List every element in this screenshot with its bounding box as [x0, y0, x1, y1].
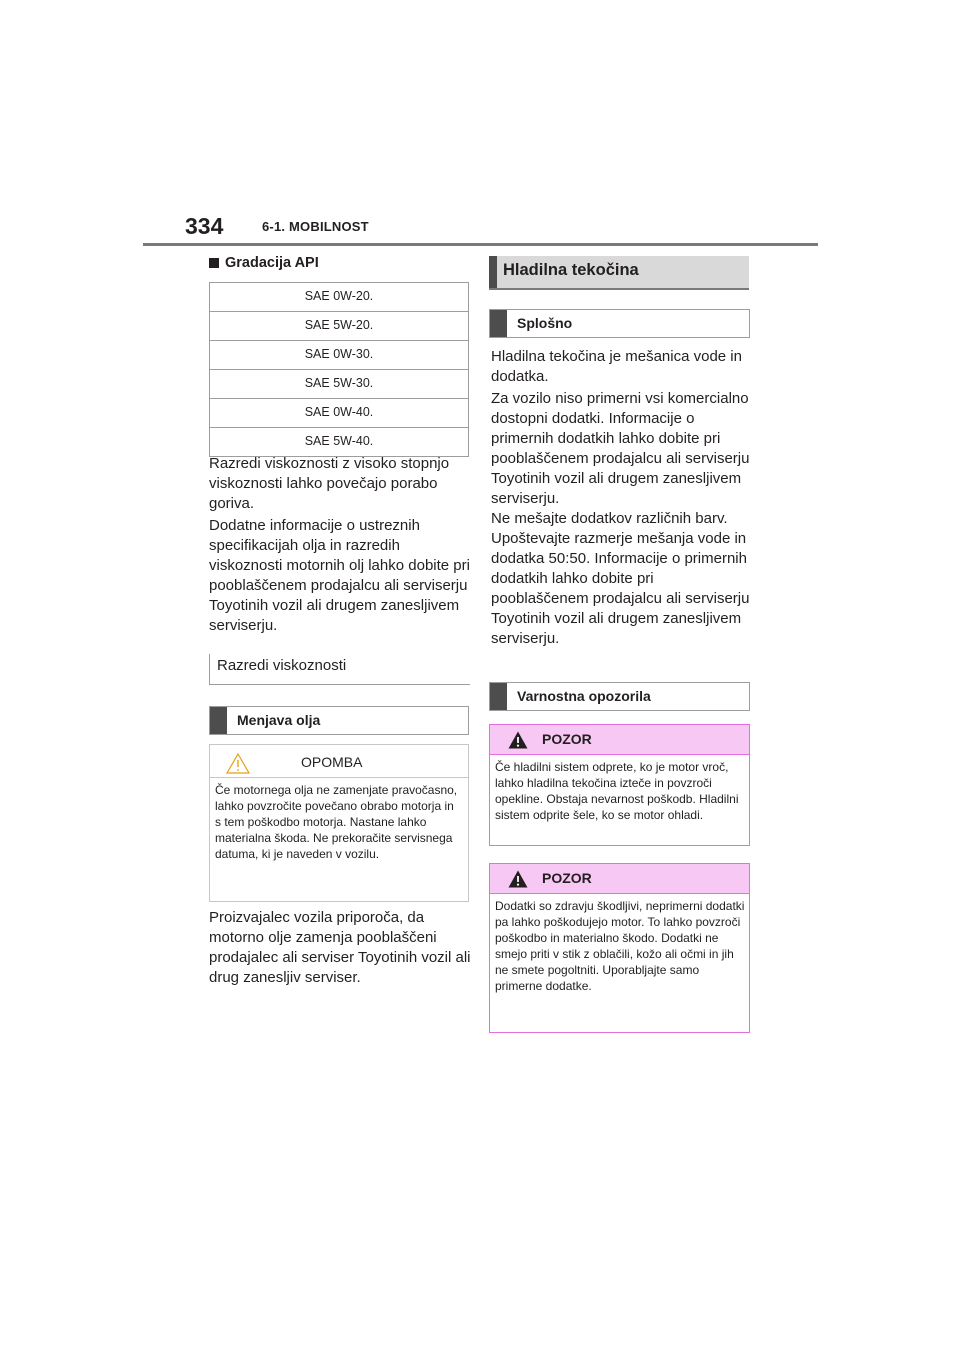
- page-number: 334: [185, 213, 224, 239]
- caution-box: [489, 724, 750, 846]
- section-title: 6-1. MOBILNOST: [262, 219, 369, 234]
- caution-header: [490, 864, 749, 894]
- safety-heading: [489, 682, 750, 711]
- table-cell: SAE 5W-40.: [210, 428, 469, 457]
- heading-bar: [490, 310, 507, 337]
- table-row: [210, 283, 469, 312]
- caution-label: POZOR: [542, 870, 592, 886]
- table-row: [210, 370, 469, 399]
- heading-bar: [210, 707, 227, 734]
- oil-change-heading-text: Menjava olja: [237, 712, 321, 728]
- caution-label: POZOR: [542, 731, 592, 747]
- note-label: OPOMBA: [301, 754, 363, 770]
- additive-paragraph: Za vozilo niso primerni vsi komercialno dostopni dodatki. Informacije o primernih dodatkih lahko dobite pri pooblaščenem prodajalcu ali serviserju Toyotinih vozil ali drugem zanesljivem serviserju. Ne mešajte dodatkov različnih barv. Upoštevajte razmerje mešanja vode in dodatka 50:50. Informacije o primernih dodatkih lahko dobite pri pooblaščenem prodajalcu ali serviserju Toyotinih vozil ali drugem zanesljivem serviserju.: [491, 390, 750, 647]
- caution-triangle-icon: [508, 731, 528, 749]
- heading-bar: [490, 683, 507, 710]
- coolant-heading: [489, 256, 749, 290]
- heading-bar: [489, 256, 497, 288]
- coolant-heading-text: Hladilna tekočina: [503, 261, 639, 279]
- note-box: [209, 744, 469, 902]
- table-cell: SAE 0W-20.: [210, 283, 469, 312]
- general-heading-text: Splošno: [517, 315, 573, 331]
- caution-header: [490, 725, 749, 755]
- coolant-paragraph: Hladilna tekočina je mešanica vode in dodatka.: [491, 348, 742, 385]
- oil-change-heading: [209, 706, 469, 735]
- square-bullet-icon: [209, 258, 219, 268]
- note-title-row: [210, 745, 468, 778]
- table-cell: SAE 5W-30.: [210, 370, 469, 399]
- caution-body: Če hladilni sistem odprete, ko je motor vroč, lahko hladilna tekočina izteče in povzroči opekline. Obstaja nevarnost poškodb. Hladilni sistem odprite šele, ko se motor ohladi.: [495, 760, 739, 822]
- table-row: [210, 341, 469, 370]
- general-heading: [489, 309, 750, 338]
- safety-heading-text: Varnostna opozorila: [517, 688, 651, 704]
- header-rule: [143, 243, 818, 246]
- table-cell: SAE 0W-40.: [210, 399, 469, 428]
- table-row: [210, 399, 469, 428]
- note-body: Če motornega olja ne zamenjate pravočasno, lahko povzročite povečano obrabo motorja in s tem poškodbo motorja. Nastane lahko materialna škoda. Ne prekoračite servisnega datuma, ki je naveden v vozilu.: [215, 783, 458, 861]
- caption-text: Razredi viskoznosti: [217, 657, 347, 674]
- warning-triangle-icon: [226, 753, 250, 774]
- caution-body: Dodatki so zdravju škodljivi, neprimerni dodatki pa lahko poškodujejo motor. To lahko povzroči poškodbo in materialno škodo. Dodatki ne smejo priti v stik z oblačili, kožo ali očmi in jih ne smete pogoltniti. Uporabljajte samo primerne dodatke.: [495, 899, 745, 993]
- table-cell: SAE 5W-20.: [210, 312, 469, 341]
- api-heading: [209, 255, 319, 271]
- viscosity-paragraph: Razredi viskoznosti z visoko stopnjo viskoznosti lahko povečajo porabo goriva.: [209, 455, 450, 512]
- api-heading-text: Gradacija API: [225, 255, 319, 271]
- table-caption: [209, 654, 470, 685]
- caution-triangle-icon: [508, 870, 528, 888]
- caution-box: [489, 863, 750, 1033]
- table-row: [210, 428, 469, 457]
- oil-info-paragraph: Dodatne informacije o ustreznih specifikacijah olja in razredih viskoznosti motornih olj lahko dobite pri pooblaščenem prodajalcu ali serviserju Toyotinih vozil ali drugem zanesljivem serviserju.: [209, 517, 470, 634]
- manufacturer-paragraph: Proizvajalec vozila priporoča, da motorno olje zamenja pooblaščeni prodajalec ali serviser Toyotinih vozil ali drug zanesljiv serviser.: [209, 909, 471, 986]
- table-row: [210, 312, 469, 341]
- viscosity-table: [209, 282, 469, 457]
- table-cell: SAE 0W-30.: [210, 341, 469, 370]
